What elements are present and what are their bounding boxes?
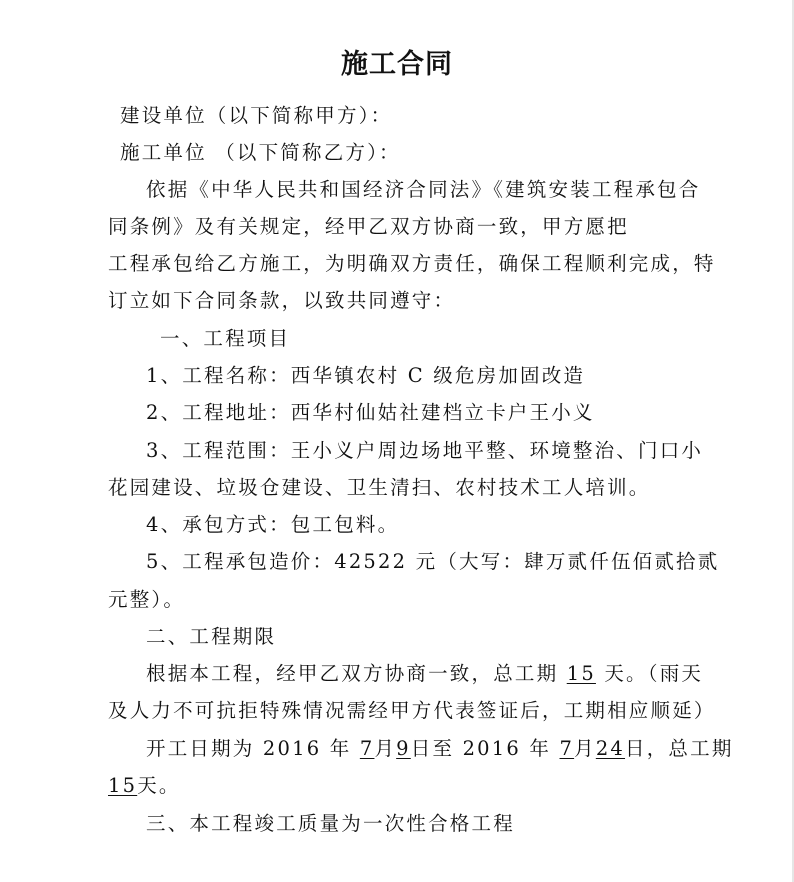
end-day: 24 <box>595 737 626 760</box>
start-prefix: 开工日期为 2016 年 <box>146 737 352 760</box>
schedule-line-2 <box>108 773 181 799</box>
month-label: 月 <box>374 737 397 760</box>
end-suffix: 日，总工期 <box>625 737 734 760</box>
section-1-heading: 一、工程项目 <box>160 327 291 350</box>
start-day: 9 <box>396 737 411 760</box>
project-address: 2、工程地址：西华村仙姑社建档立卡户王小义 <box>146 401 595 424</box>
party-a-line: 建设单位（以下简称甲方）： <box>120 104 393 127</box>
preamble-line-3: 工程承包给乙方施工，为明确双方责任，确保工程顺利完成，特 <box>108 252 716 275</box>
contract-price-line-1: 5、工程承包造价：42522 元（大写：肆万贰仟伍佰贰拾贰 <box>146 550 720 573</box>
month-label: 月 <box>574 737 596 760</box>
schedule-line-1 <box>146 736 734 762</box>
project-scope-line-2: 花园建设、垃圾仓建设、卫生清扫、农村技术工人培训。 <box>108 476 651 499</box>
contract-method: 4、承包方式：包工包料。 <box>146 513 400 536</box>
project-name: 1、工程名称：西华镇农村 C 级危房加固改造 <box>146 364 586 387</box>
start-month: 7 <box>359 737 375 760</box>
end-month: 7 <box>559 737 575 760</box>
duration-paragraph-line-2: 及人力不可抗拒特殊情况需经甲方代表签证后，工期相应顺延） <box>108 699 716 722</box>
party-b-line: 施工单位 （以下简称乙方）： <box>120 141 401 164</box>
total-days: 15 <box>108 774 138 797</box>
project-scope-line-1: 3、工程范围：王小义户周边场地平整、环境整治、门口小 <box>146 439 704 462</box>
duration-prefix: 根据本工程，经甲乙双方协商一致，总工期 <box>146 662 559 685</box>
total-suffix: 天。 <box>137 774 181 797</box>
preamble-line-1: 依据《中华人民共和国经济合同法》《建筑安装工程承包合 <box>146 178 701 201</box>
preamble-line-4: 订立如下合同条款，以致共同遵守： <box>108 289 456 312</box>
duration-days: 15 <box>566 662 596 685</box>
duration-suffix: 天。（雨天 <box>604 662 704 685</box>
duration-paragraph-line-1 <box>146 661 703 687</box>
contract-price-line-2: 元整）。 <box>108 588 186 611</box>
section-3-heading: 三、本工程竣工质量为一次性合格工程 <box>146 812 515 835</box>
page-title: 施工合同 <box>341 49 453 80</box>
mid-text: 日至 2016 年 <box>410 737 552 760</box>
preamble-line-2: 同条例》及有关规定，经甲乙双方协商一致，甲方愿把 <box>108 215 629 238</box>
section-2-heading: 二、工程期限 <box>146 625 277 648</box>
